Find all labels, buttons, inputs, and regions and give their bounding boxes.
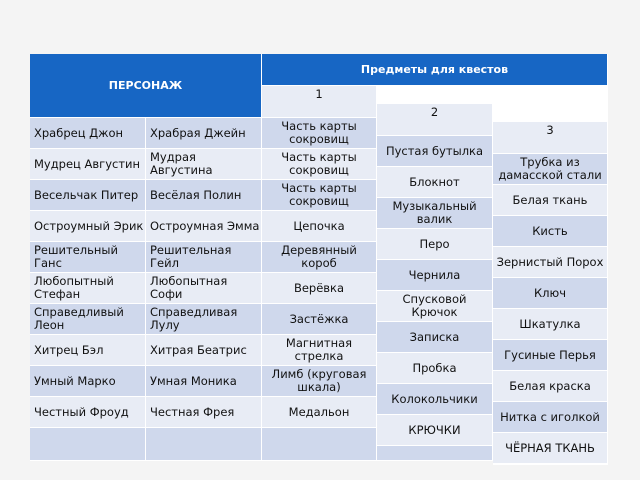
hero-name: Мудрец Августин [30,149,146,180]
hero-name [30,428,146,461]
item-col-3: Белая ткань [493,185,608,216]
item-col-3: Нитка с иголкой [493,402,608,433]
hero-name: Умный Марко [30,366,146,397]
column-number-1: 1 [262,86,377,118]
heroine-name: Умная Моника [146,366,262,397]
hero-name: Остроумный Эрик [30,211,146,242]
item-col-3: Зернистый Порох [493,247,608,278]
item-col-1: Часть карты сокровищ [262,118,377,149]
item-col-2: Пустая бутылка [377,136,493,167]
item-col-3: Гусиные Перья [493,340,608,371]
heroine-name: Весёлая Полин [146,180,262,211]
item-col-1: Медальон [262,397,377,428]
header-character: ПЕРСОНАЖ [30,54,262,118]
heroine-name: Решительная Гейл [146,242,262,273]
quest-items-table [30,54,608,461]
hero-name: Любопытный Стефан [30,273,146,304]
heroine-name: Мудрая Августина [146,149,262,180]
item-col-1: Лимб (круговая шкала) [262,366,377,397]
item-col-1: Верёвка [262,273,377,304]
item-col-3: Ключ [493,278,608,309]
heroine-name: Хитрая Беатрис [146,335,262,366]
item-col-1: Цепочка [262,211,377,242]
item-col-1: Застёжка [262,304,377,335]
column-number-3: 3 [493,122,608,154]
hero-name: Честный Фроуд [30,397,146,428]
heroine-name [146,428,262,461]
item-col-3: Кисть [493,216,608,247]
item-col-3: ЧЁРНАЯ ТКАНЬ [493,433,608,464]
item-col-3 [493,464,608,465]
item-col-1: Магнитная стрелка [262,335,377,366]
item-col-2: Спусковой Крючок [377,291,493,322]
hero-name: Справедливый Леон [30,304,146,335]
column-number-2: 2 [377,104,493,136]
hero-name: Весельчак Питер [30,180,146,211]
heroine-name: Любопытная Софи [146,273,262,304]
header-quest-items: Предметы для квестов [262,54,608,86]
item-col-1: Часть карты сокровищ [262,180,377,211]
item-col-2: Перо [377,229,493,260]
item-col-1: Деревянный короб [262,242,377,273]
item-col-3: Трубка из дамасской стали [493,154,608,185]
item-col-2: КРЮЧКИ [377,415,493,446]
item-col-2: Записка [377,322,493,353]
item-col-3: Белая краска [493,371,608,402]
heroine-name: Справедливая Лулу [146,304,262,335]
hero-name: Хитрец Бэл [30,335,146,366]
item-col-2: Музыкальный валик [377,198,493,229]
heroine-name: Остроумная Эмма [146,211,262,242]
item-col-1: Часть карты сокровищ [262,149,377,180]
item-col-3: Шкатулка [493,309,608,340]
item-col-1 [262,428,377,461]
hero-name: Решительный Ганс [30,242,146,273]
item-col-2: Чернила [377,260,493,291]
heroine-name: Честная Фрея [146,397,262,428]
item-col-2: Колокольчики [377,384,493,415]
item-col-2: Пробка [377,353,493,384]
item-col-2: Блокнот [377,167,493,198]
hero-name: Храбрец Джон [30,118,146,149]
item-col-2 [377,446,493,461]
heroine-name: Храбрая Джейн [146,118,262,149]
